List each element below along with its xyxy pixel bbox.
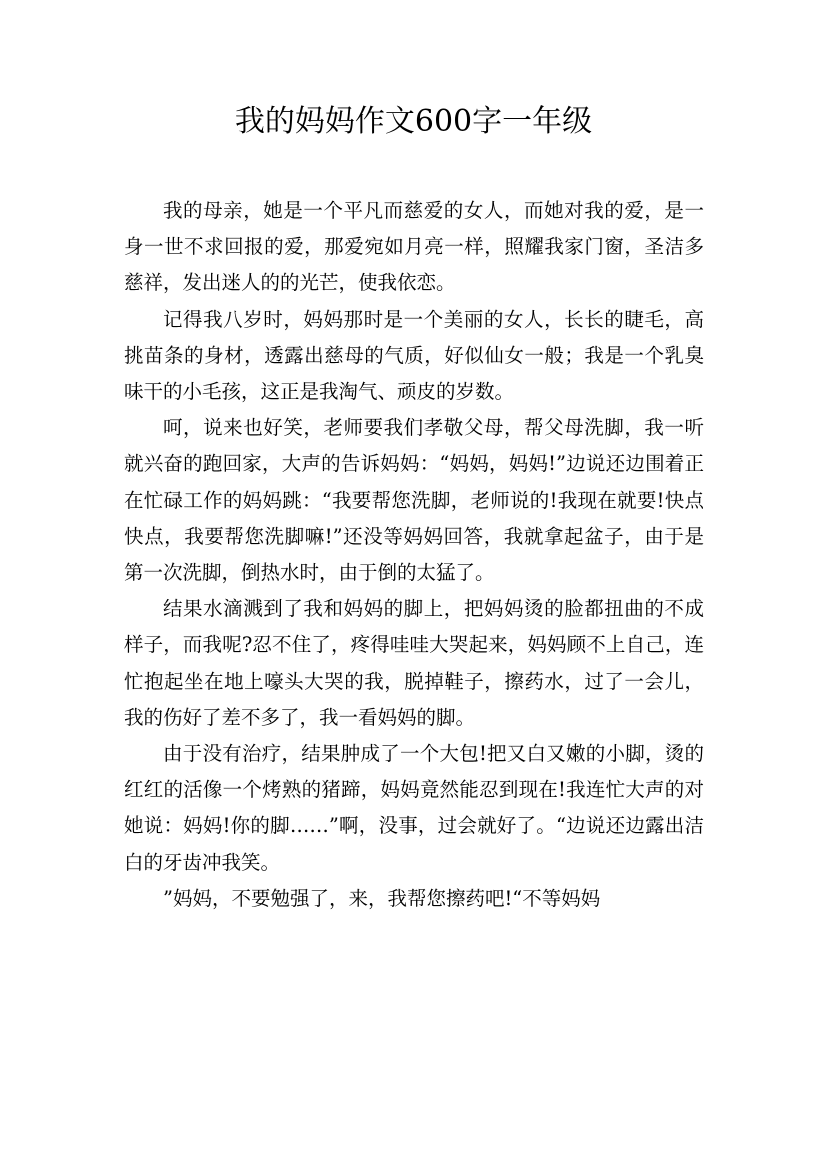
paragraph: 记得我八岁时，妈妈那时是一个美丽的女人，长长的睫毛，高挑苗条的身材，透露出慈母的气质，好似仙女一般；我是一个乳臭味干的小毛孩，这正是我淘气、顽皮的岁数。 [124, 307, 704, 404]
paragraph: 我的母亲，她是一个平凡而慈爱的女人，而她对我的爱，是一身一世不求回报的爱，那爱宛如月亮一样，照耀我家门窗，圣洁多慈祥，发出迷人的的光芒，使我依恋。 [124, 199, 704, 295]
paragraph: 结果水滴溅到了我和妈妈的脚上，把妈妈烫的脸都扭曲的不成样子，而我呢?忍不住了，疼得哇哇大哭起来，妈妈顾不上自己，连忙抱起坐在地上嚎头大哭的我，脱掉鞋子，擦药水，过了一会儿，我的伤好了差不多了，我一看妈妈的脚。 [124, 597, 704, 729]
paragraph: 由于没有治疗，结果肿成了一个大包!把又白又嫩的小脚，烫的红红的活像一个烤熟的猪蹄，妈妈竟然能忍到现在!我连忙大声的对她说：妈妈!你的脚……”啊，没事，过会就好了。“边说还边露出洁白的牙齿冲我笑。 [124, 742, 704, 874]
document-body [124, 193, 704, 917]
paragraph: ”妈妈，不要勉强了，来，我帮您擦药吧!“不等妈妈 [163, 886, 601, 910]
document-title: 我的妈妈作文600字一年级 [234, 104, 593, 139]
paragraph: 呵，说来也好笑，老师要我们孝敬父母，帮父母洗脚，我一听就兴奋的跑回家，大声的告诉妈妈：“妈妈，妈妈!”边说还边围着正在忙碌工作的妈妈跳：“我要帮您洗脚，老师说的!我现在就要!快点快点，我要帮您洗脚嘛!”还没等妈妈回答，我就拿起盆子，由于是第一次洗脚，倒热水时，由于倒的太猛了。 [124, 416, 704, 585]
